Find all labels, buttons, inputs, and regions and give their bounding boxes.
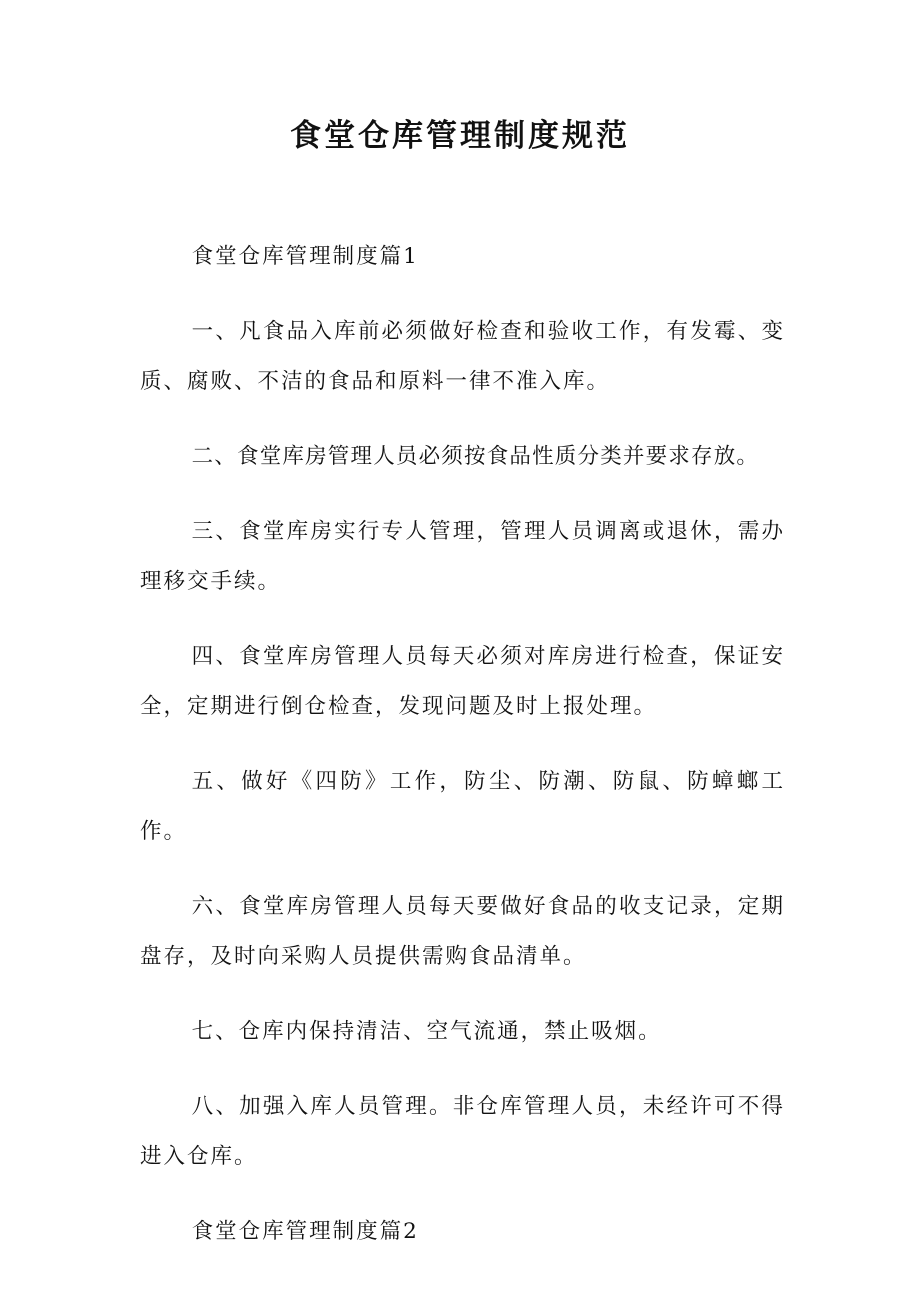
paragraph-6: 六、食堂库房管理人员每天要做好食品的收支记录，定期盘存，及时向采购人员提供需购食品清单。 xyxy=(140,894,785,969)
section-heading-1: 食堂仓库管理制度篇1 xyxy=(191,244,419,269)
paragraph-1: 一、凡食品入库前必须做好检查和验收工作，有发霉、变质、腐败、不洁的食品和原料一律不准入库。 xyxy=(140,319,785,394)
paragraph-8: 八、加强入库人员管理。非仓库管理人员，未经许可不得进入仓库。 xyxy=(140,1094,785,1169)
paragraph-2: 二、食堂库房管理人员必须按食品性质分类并要求存放。 xyxy=(191,444,760,469)
paragraph-4: 四、食堂库房管理人员每天必须对库房进行检查，保证安全，定期进行倒仓检查，发现问题及时上报处理。 xyxy=(140,644,785,719)
document-title: 食堂仓库管理制度规范 xyxy=(290,118,630,154)
paragraph-5: 五、做好《四防》工作，防尘、防潮、防鼠、防蟑螂工作。 xyxy=(140,769,785,844)
paragraph-7: 七、仓库内保持清洁、空气流通，禁止吸烟。 xyxy=(191,1019,662,1044)
section-heading-2: 食堂仓库管理制度篇2 xyxy=(191,1219,419,1244)
paragraph-3: 三、食堂库房实行专人管理，管理人员调离或退休，需办理移交手续。 xyxy=(140,519,785,594)
document-body xyxy=(140,232,785,1282)
